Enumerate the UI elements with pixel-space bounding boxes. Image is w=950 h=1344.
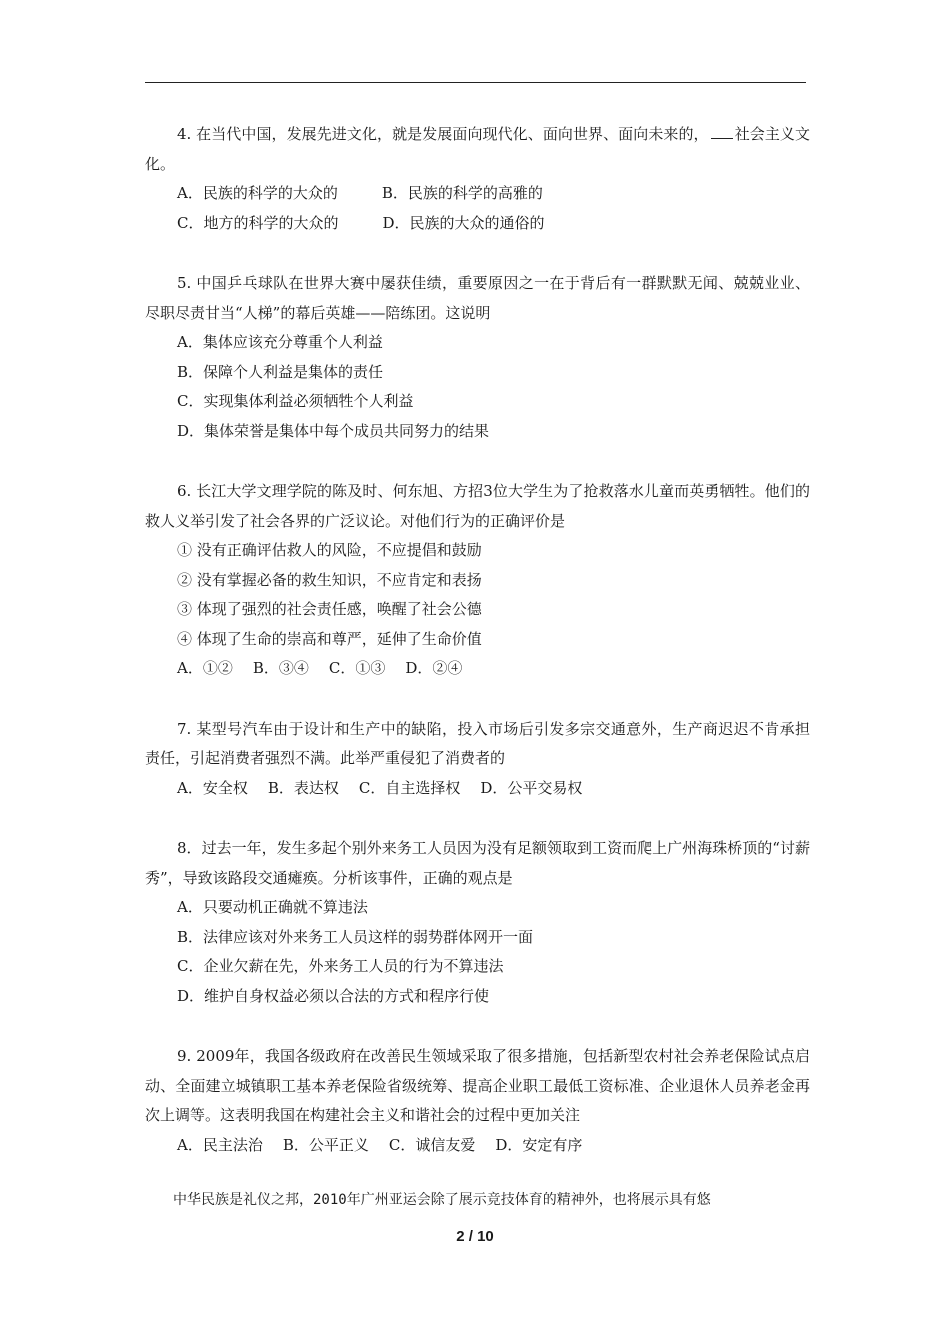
question-6-stem: 6. 长江大学文理学院的陈及时、何东旭、方招3位大学生为了抢救落水儿童而英勇牺牲。他们的救人义举引发了社会各界的广泛议论。对他们行为的正确评价是 (145, 482, 810, 530)
option-d: D．②④ (405, 659, 463, 677)
page-current: 2 (456, 1228, 465, 1245)
option-b: B．表达权 (267, 778, 339, 797)
question-5-stem: 5. 中国乒乓球队在世界大赛中屡获佳绩，重要原因之一在于背后有一群默默无闻、兢兢业业、尽职尽责甘当“人梯”的幕后英雄——陪练团。这说明 (145, 274, 810, 322)
option-d: D．民族的大众的通俗的 (382, 213, 545, 232)
option-a: A．民主法治 (177, 1135, 263, 1154)
question-page (145, 120, 810, 1160)
statement-4: ④ 体现了生命的崇高和尊严，延伸了生命价值 (177, 629, 482, 648)
option-a: A．集体应该充分尊重个人利益 (177, 333, 383, 351)
option-d: D．安定有序 (495, 1135, 583, 1154)
option-b: B．民族的科学的高雅的 (381, 184, 543, 202)
question-6-options (145, 654, 810, 684)
option-a: A．民族的科学的大众的 (177, 184, 338, 202)
question-4-options-row-2 (145, 209, 810, 239)
option-b: B．法律应该对外来务工人员这样的弱势群体网开一面 (177, 927, 534, 946)
question-9-stem: 9. 2009年，我国各级政府在改善民生领域采取了很多措施，包括新型农村社会养老保险试点启动、全面建立城镇职工基本养老保险省级统筹、提高企业职工最低工资标准、企业退休人员养老金再次上调等。这表明我国在构建社会主义和谐社会的过程中更加关注 (145, 1047, 810, 1124)
option-c: C．自主选择权 (358, 778, 461, 797)
option-d: D．公平交易权 (480, 778, 583, 797)
option-b: B．保障个人利益是集体的责任 (177, 362, 384, 381)
header-rule (145, 82, 806, 83)
question-4-stem (145, 120, 810, 179)
question-8-stem: 8．过去一年，发生多起个别外来务工人员因为没有足额领取到工资而爬上广州海珠桥顶的“讨薪秀”，导致该路段交通瘫痪。分析该事件，正确的观点是 (145, 839, 810, 887)
statement-1: ① 没有正确评估救人的风险，不应提倡和鼓励 (177, 541, 482, 559)
option-b: B．③④ (252, 659, 309, 677)
option-c: C．地方的科学的大众的 (177, 213, 339, 232)
option-a: A．只要动机正确就不算违法 (177, 898, 368, 916)
option-c: C．实现集体利益必须牺牲个人利益 (177, 392, 414, 410)
page-number (0, 1228, 950, 1245)
question-7-stem: 7. 某型号汽车由于设计和生产中的缺陷，投入市场后引发多宗交通意外，生产商迟迟不肯承担责任，引起消费者强烈不满。此举严重侵犯了消费者的 (145, 719, 810, 767)
option-c: C．企业欠薪在先，外来务工人员的行为不算违法 (177, 957, 504, 975)
question-4-stem-text: 4. 在当代中国，发展先进文化，就是发展面向现代化、面向世界、面向未来的， (177, 125, 709, 143)
option-c: C．诚信友爱 (388, 1135, 476, 1154)
option-d: D．集体荣誉是集体中每个成员共同努力的结果 (177, 421, 490, 440)
question-7-options (145, 774, 810, 804)
statement-2: ② 没有掌握必备的救生知识，不应肯定和表扬 (177, 570, 482, 589)
question-4-options-row-1 (145, 179, 810, 209)
question-4-stem-tail: 社会主义文化。 (145, 125, 810, 173)
option-a: A．①② (177, 659, 233, 677)
page-total: 10 (477, 1228, 494, 1245)
page-separator: / (468, 1228, 473, 1245)
option-c: C．①③ (328, 659, 386, 677)
statement-3: ③ 体现了强烈的社会责任感，唤醒了社会公德 (177, 600, 482, 618)
option-d: D．维护自身权益必须以合法的方式和程序行使 (177, 986, 490, 1005)
fill-in-blank (711, 124, 733, 139)
option-a: A．安全权 (177, 778, 248, 797)
next-section-intro: 中华民族是礼仪之邦，2010年广州亚运会除了展示竞技体育的精神外，也将展示具有悠 (173, 1192, 711, 1208)
question-9-options (145, 1131, 810, 1161)
option-b: B．公平正义 (282, 1135, 369, 1154)
